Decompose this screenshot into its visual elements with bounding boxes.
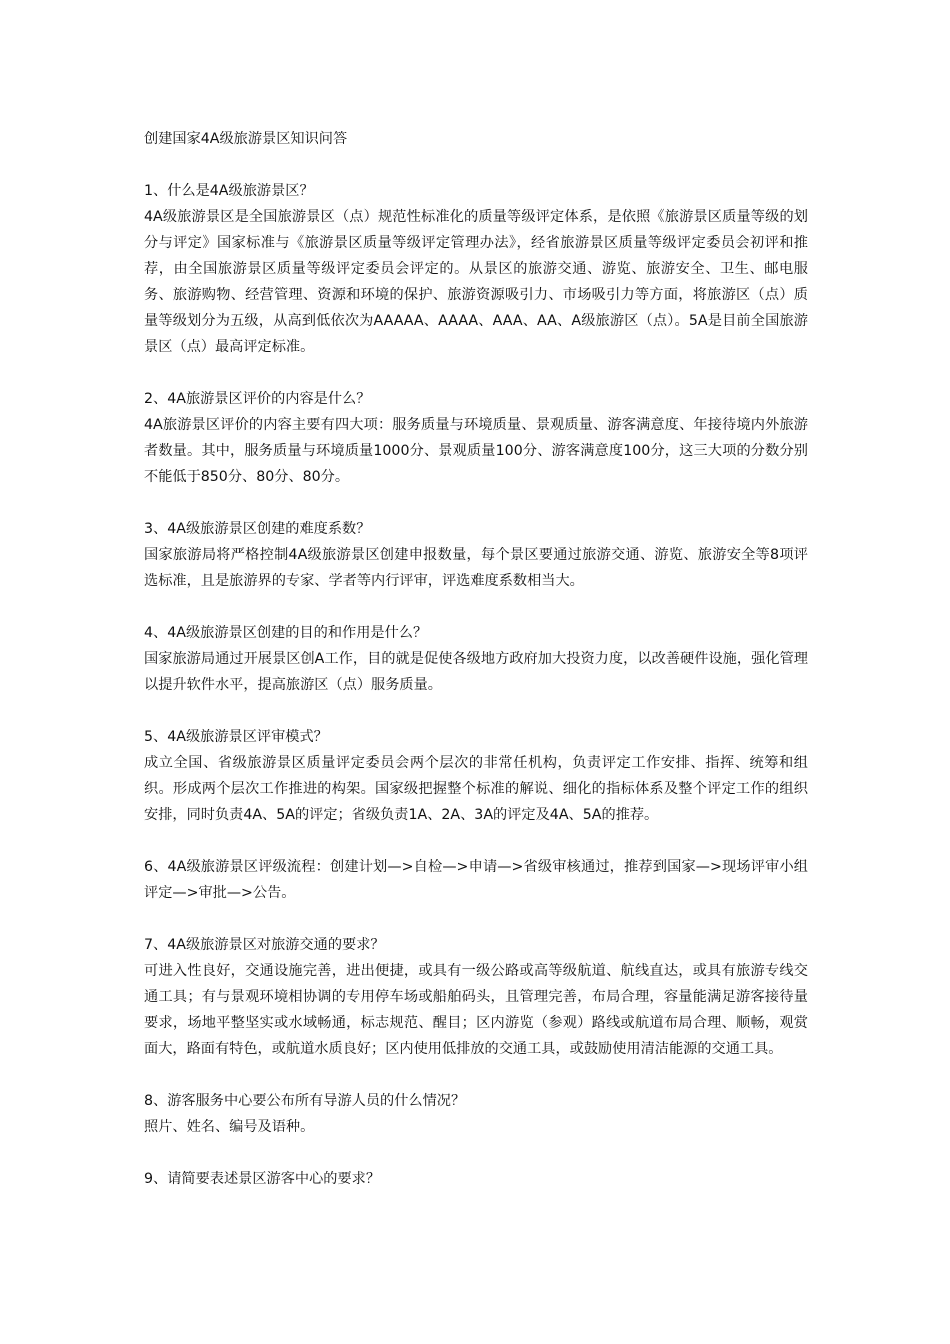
question-6: 6、4A级旅游景区评级流程：创建计划—>自检—>申请—>省级审核通过，推荐到国家—>现场评审小组评定—>审批—>公告。 <box>144 859 808 901</box>
answer-5: 成立全国、省级旅游景区质量评定委员会两个层次的非常任机构，负责评定工作安排、指挥、统筹和组织。形成两个层次工作推进的构架。国家级把握整个标准的解说、细化的指标体系及整个评定工作的组织安排，同时负责4A、5A的评定；省级负责1A、2A、3A的评定及4A、5A的推荐。 <box>144 755 808 823</box>
qa-item-6 <box>144 854 808 906</box>
document-title: 创建国家4A级旅游景区知识问答 <box>144 131 348 147</box>
question-3: 3、4A级旅游景区创建的难度系数？ <box>144 521 371 537</box>
answer-4: 国家旅游局通过开展景区创A工作，目的就是促使各级地方政府加大投资力度，以改善硬件设施，强化管理以提升软件水平，提高旅游区（点）服务质量。 <box>144 651 808 693</box>
document-page <box>144 126 808 1218</box>
answer-7: 可进入性良好，交通设施完善，进出便捷，或具有一级公路或高等级航道、航线直达，或具有旅游专线交通工具；有与景观环境相协调的专用停车场或船舶码头，且管理完善，布局合理，容量能满足游客接待量要求，场地平整坚实或水域畅通，标志规范、醒目；区内游览（参观）路线或航道布局合理、顺畅，观赏面大，路面有特色，或航道水质良好；区内使用低排放的交通工具，或鼓励使用清洁能源的交通工具。 <box>144 963 808 1057</box>
qa-item-9 <box>144 1166 808 1192</box>
qa-item-8 <box>144 1088 808 1140</box>
question-5: 5、4A级旅游景区评审模式？ <box>144 729 328 745</box>
question-1: 1、什么是4A级旅游景区？ <box>144 183 314 199</box>
question-7: 7、4A级旅游景区对旅游交通的要求？ <box>144 937 385 953</box>
question-8: 8、游客服务中心要公布所有导游人员的什么情况？ <box>144 1093 466 1109</box>
answer-8: 照片、姓名、编号及语种。 <box>144 1119 315 1135</box>
answer-1: 4A级旅游景区是全国旅游景区（点）规范性标准化的质量等级评定体系，是依照《旅游景区质量等级的划分与评定》国家标准与《旅游景区质量等级评定管理办法》，经省旅游景区质量等级评定委员会初评和推荐，由全国旅游景区质量等级评定委员会评定的。从景区的旅游交通、游览、旅游安全、卫生、邮电服务、旅游购物、经营管理、资源和环境的保护、旅游资源吸引力、市场吸引力等方面，将旅游区（点）质量等级划分为五级，从高到低依次为AAAAA、AAAA、AAA、AA、A级旅游区（点）。5A是目前全国旅游景区（点）最高评定标准。 <box>144 209 808 355</box>
answer-2: 4A旅游景区评价的内容主要有四大项：服务质量与环境质量、景观质量、游客满意度、年接待境内外旅游者数量。其中，服务质量与环境质量1000分、景观质量100分、游客满意度100分，这三大项的分数分别不能低于850分、80分、80分。 <box>144 417 808 485</box>
qa-item-3 <box>144 516 808 594</box>
qa-item-1 <box>144 178 808 360</box>
question-9: 9、请简要表述景区游客中心的要求？ <box>144 1171 381 1187</box>
question-4: 4、4A级旅游景区创建的目的和作用是什么？ <box>144 625 428 641</box>
qa-item-4 <box>144 620 808 698</box>
question-2: 2、4A旅游景区评价的内容是什么？ <box>144 391 371 407</box>
qa-item-5 <box>144 724 808 828</box>
answer-3: 国家旅游局将严格控制4A级旅游景区创建申报数量，每个景区要通过旅游交通、游览、旅游安全等8项评选标准，且是旅游界的专家、学者等内行评审，评选难度系数相当大。 <box>144 547 808 589</box>
qa-item-7 <box>144 932 808 1062</box>
qa-item-2 <box>144 386 808 490</box>
